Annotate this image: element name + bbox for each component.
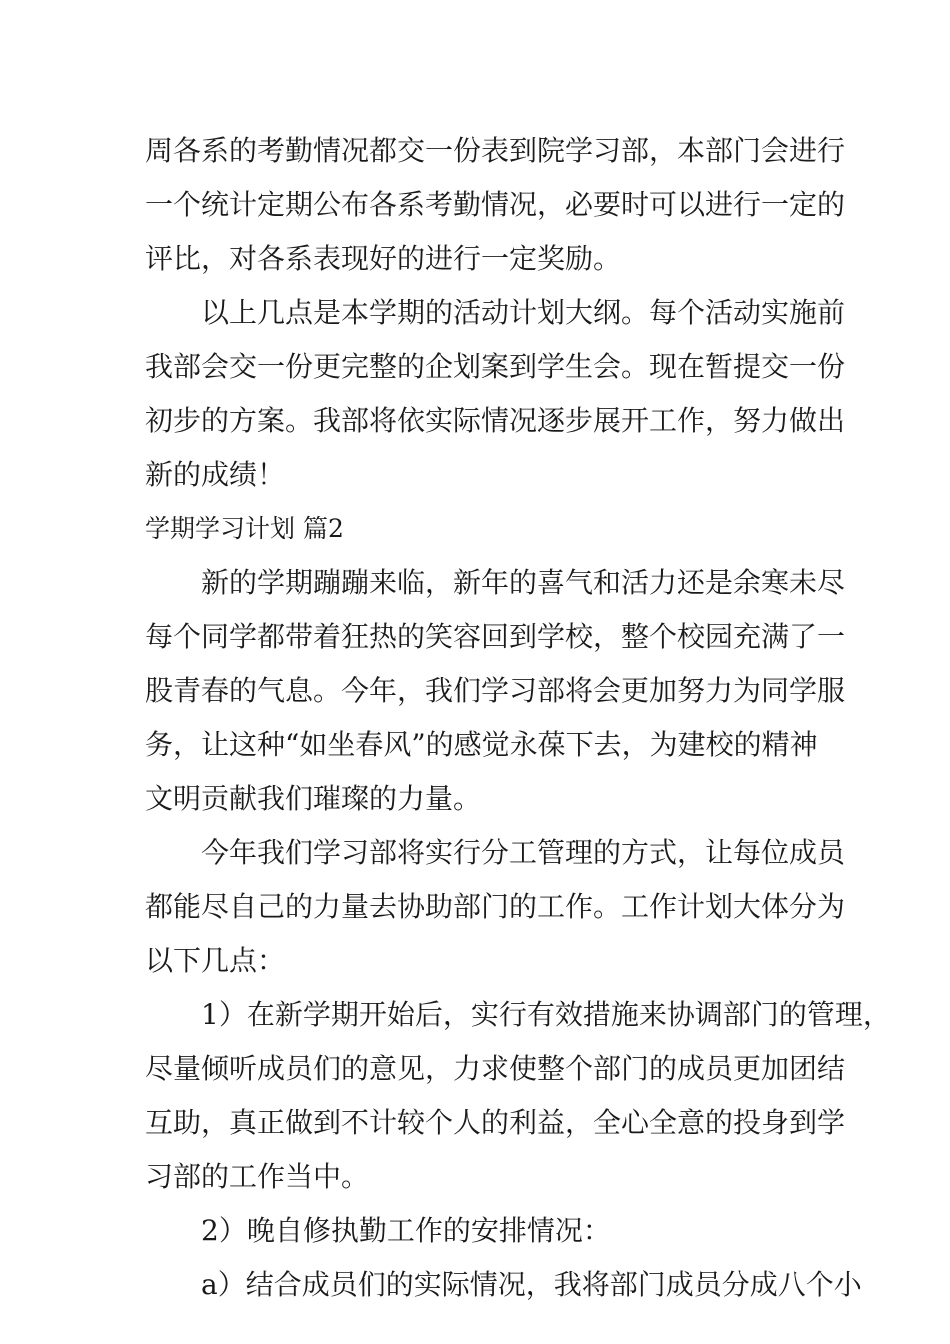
section-heading: 学期学习计划 篇2 — [145, 514, 344, 543]
text-line: 尽量倾听成员们的意见，力求使整个部门的成员更加团结 — [145, 1052, 846, 1085]
text-line: 务，让这种“如坐春风”的感觉永葆下去，为建校的精神 — [145, 728, 818, 761]
text-line: 评比，对各系表现好的进行一定奖励。 — [145, 242, 622, 275]
text-line: 互助，真正做到不计较个人的利益，全心全意的投身到学 — [145, 1106, 846, 1139]
text-line: 周各系的考勤情况都交一份表到院学习部，本部门会进行 — [145, 134, 846, 167]
list-item: 1）在新学期开始后，实行有效措施来协调部门的管理， — [201, 998, 891, 1031]
text-line: 都能尽自己的力量去协助部门的工作。工作计划大体分为 — [145, 890, 846, 923]
document-body — [145, 124, 891, 1312]
text-line: 一个统计定期公布各系考勤情况，必要时可以进行一定的 — [145, 188, 846, 221]
text-line: 新的成绩！ — [145, 458, 286, 491]
list-item: a）结合成员们的实际情况，我将部门成员分成八个小 — [201, 1268, 862, 1301]
text-line: 初步的方案。我部将依实际情况逐步展开工作，努力做出 — [145, 404, 846, 437]
text-line: 以下几点： — [145, 944, 286, 977]
list-item: 2）晚自修执勤工作的安排情况： — [201, 1214, 611, 1247]
text-line: 新的学期蹦蹦来临，新年的喜气和活力还是余寒未尽 — [201, 566, 846, 599]
text-line: 我部会交一份更完整的企划案到学生会。现在暂提交一份 — [145, 350, 846, 383]
text-line: 股青春的气息。今年，我们学习部将会更加努力为同学服 — [145, 674, 846, 707]
text-line: 文明贡献我们璀璨的力量。 — [145, 782, 482, 815]
text-line: 每个同学都带着狂热的笑容回到学校，整个校园充满了一 — [145, 620, 846, 653]
text-line: 以上几点是本学期的活动计划大纲。每个活动实施前 — [201, 296, 846, 329]
text-line: 今年我们学习部将实行分工管理的方式，让每位成员 — [201, 836, 846, 869]
text-line: 习部的工作当中。 — [145, 1160, 370, 1193]
